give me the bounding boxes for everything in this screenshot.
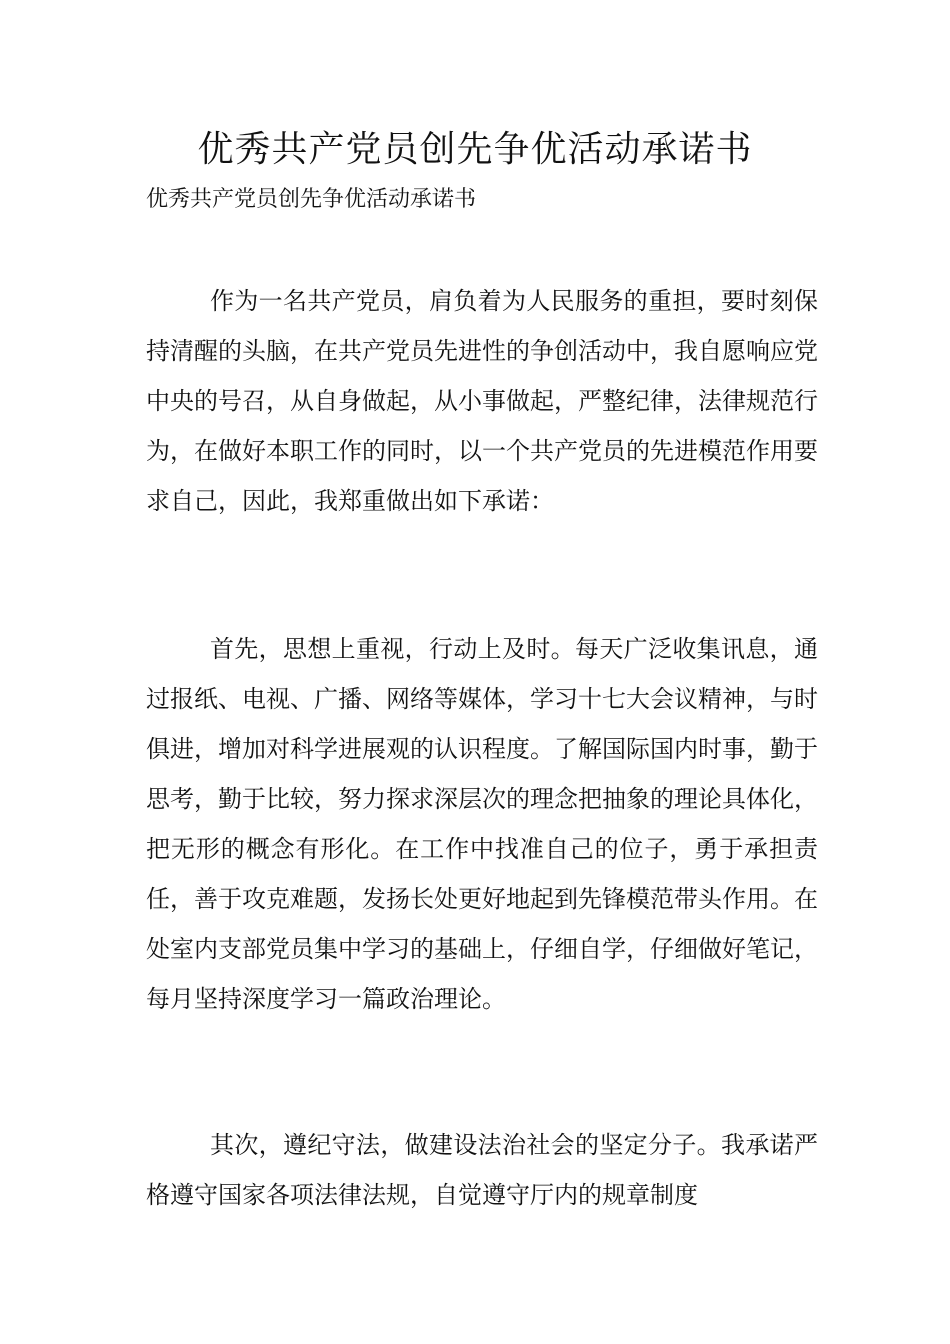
paragraph-3: 其次，遵纪守法，做建设法治社会的坚定分子。我承诺严格遵守国家各项法律法规，自觉遵守厅内的规章制度 <box>146 1131 818 1209</box>
paragraph-2: 首先，思想上重视，行动上及时。每天广泛收集讯息，通过报纸、电视、广播、网络等媒体，学习十七大会议精神，与时俱进，增加对科学进展观的认识程度。了解国际国内时事，勤于思考，勤于比较，努力探求深层次的理念把抽象的理论具体化，把无形的概念有形化。在工作中找准自己的位子，勇于承担责任，善于攻克难题，发扬长处更好地起到先锋模范带头作用。在处室内支部党员集中学习的基础上，仔细自学，仔细做好笔记，每月坚持深度学习一篇政治理论。 <box>146 635 818 1013</box>
document-title: 优秀共产党员创先争优活动承诺书 <box>197 129 753 170</box>
document-subtitle: 优秀共产党员创先争优活动承诺书 <box>146 187 477 212</box>
paragraph-1: 作为一名共产党员，肩负着为人民服务的重担，要时刻保持清醒的头脑，在共产党员先进性的争创活动中，我自愿响应党中央的号召，从自身做起，从小事做起，严整纪律，法律规范行为，在做好本职工作的同时，以一个共产党员的先进模范作用要求自己，因此，我郑重做出如下承诺： <box>146 287 818 515</box>
